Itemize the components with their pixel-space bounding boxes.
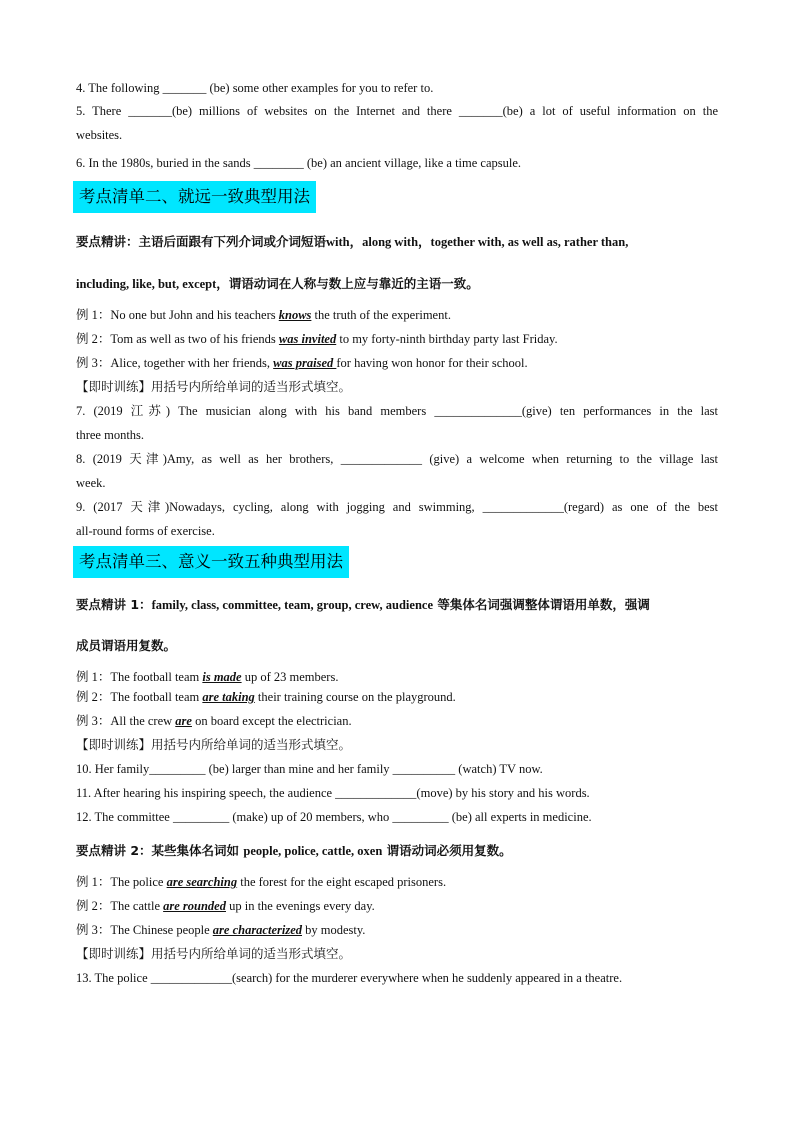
example-answer: is made (202, 670, 242, 684)
example-text: the truth of the experiment. (311, 308, 451, 322)
example-text: 例 1：The police (76, 875, 167, 889)
example-answer: are taking (202, 690, 255, 704)
section-3-heading: 考点清单三、意义一致五种典型用法 (73, 546, 349, 578)
section-3-example-4 (76, 874, 718, 890)
key-point-2-nouns: people, police, cattle, oxen (243, 844, 383, 858)
question-13: 13. The police _____________(search) for the murderer everywhere when he suddenly appeared in a theatre. (76, 971, 623, 985)
example-answer: knows (278, 308, 312, 322)
question-8-line-1: 8. (2019 天津)Amy, as well as her brothers, _____________ (give) a welcome when returning to the village last (76, 452, 718, 466)
example-text: up of 23 members. (241, 670, 339, 684)
section-3-example-2 (76, 689, 718, 705)
example-text: by modesty. (302, 923, 366, 937)
section-3-example-3 (76, 713, 718, 729)
section-3-key-point-1-line-2: 成员谓语用复数。 (76, 638, 177, 653)
section-3-example-5 (76, 898, 718, 914)
key-point-prepositions-2: including, like, but, except， (76, 277, 229, 291)
example-text: 例 3：All the crew (76, 714, 176, 728)
example-answer: are rounded (163, 899, 226, 913)
example-text: for having won honor for their school. (336, 356, 528, 370)
question-4: 4. The following _______ (be) some other examples for you to refer to. (76, 81, 434, 95)
section-3-example-6 (76, 922, 718, 938)
question-5-line-2: websites. (76, 128, 123, 142)
section-2-practice-title: 【即时训练】用括号内所给单词的适当形式填空。 (76, 380, 352, 394)
section-2-example-1 (76, 307, 718, 323)
question-9-line-2: all-round forms of exercise. (76, 524, 215, 538)
example-text: 例 1：No one but John and his teachers (76, 308, 279, 322)
question-10: 10. Her family_________ (be) larger than mine and her family __________ (watch) TV now. (76, 762, 543, 776)
key-point-1-rule: 等集体名词强调整体谓语用单数，强调 (433, 597, 650, 612)
question-11: 11. After hearing his inspiring speech, the audience _____________(move) by his story and his words. (76, 786, 590, 800)
key-point-label: 要点精讲：主语后面跟有下列介词或介词短语 (76, 234, 327, 249)
question-7-line-2: three months. (76, 428, 145, 442)
example-answer: are (175, 714, 192, 728)
section-2-example-3 (76, 355, 718, 371)
section-2-key-point-line-2 (76, 276, 720, 292)
key-point-rule: 谓语动词在人称与数上应与靠近的主语一致。 (228, 276, 479, 291)
example-text: on board except the electrician. (191, 714, 352, 728)
section-3-key-point-1-line-1 (76, 597, 720, 613)
section-2-example-2 (76, 331, 718, 347)
question-7-line-1: 7. (2019 江苏) The musician along with his band members ______________(give) ten performances in the last (76, 404, 718, 418)
example-text: the forest for the eight escaped prisoners. (237, 875, 447, 889)
example-text: 例 1：The football team (76, 670, 203, 684)
section-3-key-point-2 (76, 843, 720, 859)
section-3-practice-title-2: 【即时训练】用括号内所给单词的适当形式填空。 (76, 947, 352, 961)
example-text: 例 3：The Chinese people (76, 923, 213, 937)
key-point-2-label: 要点精讲 2：某些集体名词如 (76, 843, 244, 858)
section-2-key-point-line-1 (76, 234, 720, 250)
example-answer: are characterized (212, 923, 303, 937)
example-text: to my forty-ninth birthday party last Friday. (336, 332, 558, 346)
key-point-2-rule: 谓语动词必须用复数。 (382, 843, 512, 858)
key-point-1-label: 要点精讲 1： (76, 597, 152, 612)
example-answer: was praised (273, 356, 337, 370)
example-text: 例 2：The cattle (76, 899, 164, 913)
example-text: up in the evenings every day. (225, 899, 375, 913)
question-8-line-2: week. (76, 476, 106, 490)
example-answer: are searching (166, 875, 238, 889)
key-point-1-nouns: family, class, committee, team, group, crew, audience (151, 598, 433, 612)
key-point-prepositions: with，along with，together with, as well as, rather than, (326, 235, 629, 249)
section-2-heading: 考点清单二、就远一致典型用法 (73, 181, 316, 213)
question-9-line-1: 9. (2017 天津)Nowadays, cycling, along with jogging and swimming, _____________(regard) as one of the best (76, 500, 718, 514)
example-answer: was invited (278, 332, 337, 346)
example-text: 例 2：Tom as well as two of his friends (76, 332, 279, 346)
section-3-example-1 (76, 669, 718, 685)
example-text: 例 2：The football team (76, 690, 203, 704)
question-12: 12. The committee _________ (make) up of 20 members, who _________ (be) all experts in medicine. (76, 810, 592, 824)
example-text: their training course on the playground. (254, 690, 456, 704)
question-5-line-1: 5. There _______(be) millions of websites on the Internet and there _______(be) a lot of useful information on the (76, 104, 718, 118)
example-text: 例 3：Alice, together with her friends, (76, 356, 274, 370)
question-6: 6. In the 1980s, buried in the sands ________ (be) an ancient village, like a time capsule. (76, 156, 522, 170)
section-3-practice-title-1: 【即时训练】用括号内所给单词的适当形式填空。 (76, 738, 352, 752)
